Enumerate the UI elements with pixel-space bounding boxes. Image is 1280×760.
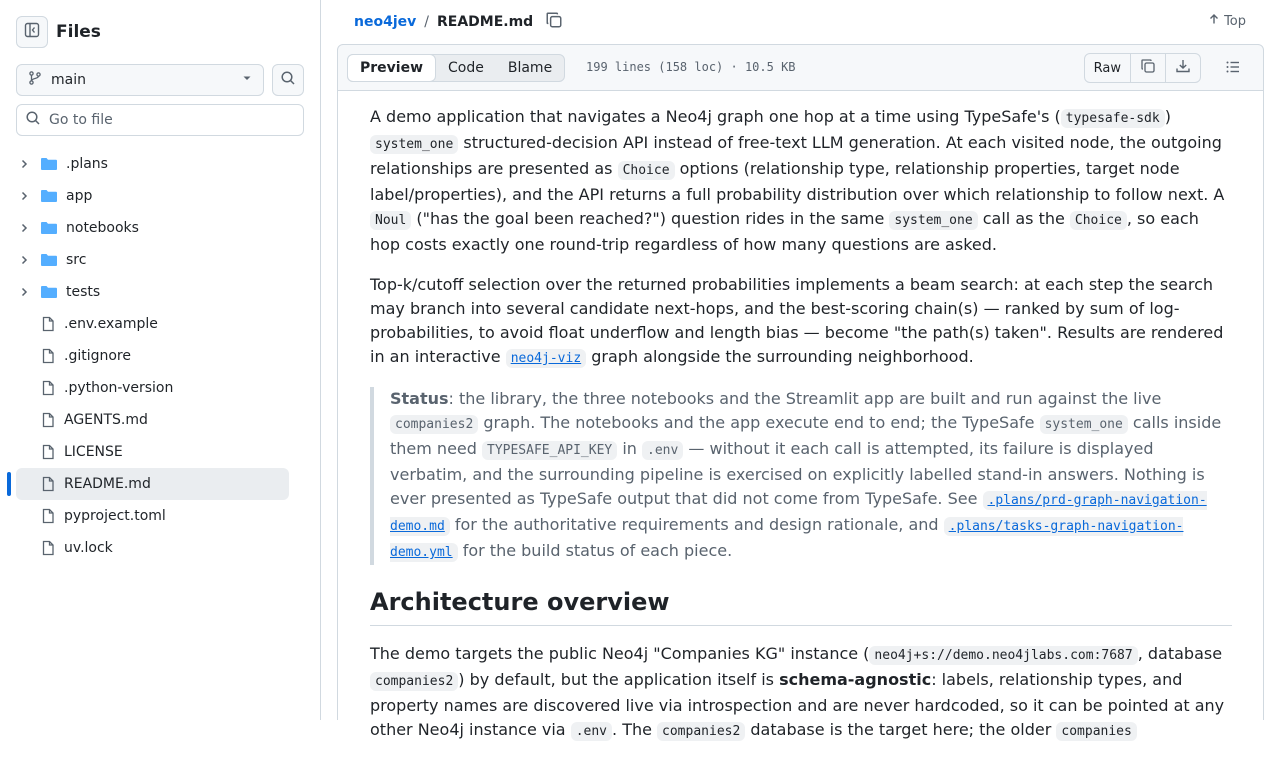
tab-blame[interactable]: Blame xyxy=(507,60,553,76)
tree-item-uv-lock[interactable]: uv.lock xyxy=(16,532,289,564)
file-icon xyxy=(40,348,56,364)
copy-icon xyxy=(545,11,563,33)
tree-item-python-version[interactable]: .python-version xyxy=(16,372,289,404)
copy-path-button[interactable] xyxy=(545,11,563,33)
chevron-right-icon[interactable] xyxy=(16,286,32,298)
tree-item-tests[interactable]: tests xyxy=(16,276,289,308)
breadcrumb-file-name: README.md xyxy=(436,14,534,30)
active-indicator xyxy=(7,472,11,496)
folder-icon xyxy=(40,252,58,268)
file-tree xyxy=(16,148,289,564)
readme-content xyxy=(337,91,1264,739)
download-icon xyxy=(1175,58,1191,78)
tree-item-license[interactable]: LICENSE xyxy=(16,436,289,468)
file-icon xyxy=(40,380,56,396)
sidebar-title: Files xyxy=(56,22,101,42)
folder-icon xyxy=(40,188,58,204)
file-icon xyxy=(40,412,56,428)
tree-item-notebooks[interactable]: notebooks xyxy=(16,212,289,244)
folder-icon xyxy=(40,284,58,300)
file-icon xyxy=(40,540,56,556)
top-link-label: Top xyxy=(1224,13,1246,29)
sidebar-header xyxy=(16,16,101,48)
chevron-right-icon[interactable] xyxy=(16,158,32,170)
branch-name: main xyxy=(51,72,86,88)
folder-icon xyxy=(40,156,58,172)
file-icon xyxy=(40,444,56,460)
folder-icon xyxy=(40,220,58,236)
go-to-file-field[interactable] xyxy=(16,104,304,136)
chevron-right-icon[interactable] xyxy=(16,254,32,266)
file-icon xyxy=(40,508,56,524)
search-icon xyxy=(25,110,41,130)
search-icon xyxy=(280,70,296,90)
view-mode-tabs xyxy=(347,54,565,82)
file-stats: 199 lines (158 loc) · 10.5 KB xyxy=(586,60,796,74)
arrow-up-icon xyxy=(1208,13,1224,29)
branch-selector[interactable] xyxy=(16,64,264,96)
markdown-body xyxy=(370,105,1232,760)
tab-code[interactable]: Code xyxy=(448,60,484,76)
file-icon xyxy=(40,316,56,332)
go-to-file-input[interactable] xyxy=(49,112,289,128)
tasks-link[interactable]: .plans/tasks-graph-navigation-demo.yml xyxy=(390,519,1184,560)
chevron-right-icon[interactable] xyxy=(16,190,32,202)
paragraph-beam-search: Top-k/cutoff selection over the returned probabilities implements a beam search: at each step the search may branch into several candidate next-hops, and the best-scoring chain(s) — ranked by sum of log-probabilities, to avoid float underflow and length bias — become "the path(s) taken". Results are rendered in an interactive neo4j-viz graph alongside the surrounding neighborhood. xyxy=(370,275,1224,366)
tree-item-src[interactable]: src xyxy=(16,244,289,276)
breadcrumb-separator: / xyxy=(424,14,429,30)
file-icon xyxy=(40,476,56,492)
tree-item-app[interactable]: app xyxy=(16,180,289,212)
list-unordered-icon xyxy=(1225,59,1241,79)
chevron-down-icon xyxy=(241,72,253,88)
breadcrumb xyxy=(337,0,1264,44)
tree-item-pyproject-toml[interactable]: pyproject.toml xyxy=(16,500,289,532)
paragraph-architecture: The demo targets the public Neo4j "Companies KG" instance ( neo4j+s://demo.neo4jlabs.com:7687 , database companies2 ) by default, but the application itself is schema-agnostic: labels, relationship types, and property names are discovered live via introspection and are never hardcoded, so it can be pointed at any other Neo4j instance via .env . The companies2 database is the target here; the older companies xyxy=(370,644,1225,739)
tree-item-gitignore[interactable]: .gitignore xyxy=(16,340,289,372)
file-actions xyxy=(1084,53,1201,83)
raw-button[interactable]: Raw xyxy=(1085,54,1131,82)
download-button[interactable] xyxy=(1166,54,1200,82)
copy-raw-button[interactable] xyxy=(1131,54,1166,82)
tab-preview[interactable]: Preview xyxy=(347,54,436,82)
breadcrumb-repo-link[interactable]: neo4jev xyxy=(354,14,417,30)
file-tree-sidebar xyxy=(0,0,321,720)
outline-button[interactable] xyxy=(1225,59,1241,79)
sidebar-collapse-icon xyxy=(24,22,40,42)
search-files-button[interactable] xyxy=(272,64,304,96)
tree-item-env-example[interactable]: .env.example xyxy=(16,308,289,340)
git-branch-icon xyxy=(27,70,43,90)
file-view xyxy=(337,0,1264,739)
copy-icon xyxy=(1140,58,1156,78)
paragraph-intro: A demo application that navigates a Neo4j graph one hop at a time using TypeSafe's ( typesafe-sdk ) system_one structured-decision API instead of free-text LLM generation. At each visited node, the outgoing relationships are presented as Choice options (relationship type, relationship properties, target node label/properties), and the API returns a full probability distribution over which relationship to follow next. A Noul ("has the goal been reached?") question rides in the same system_one call as the Choice , so each hop costs exactly one round-trip regardless of how many questions are asked. xyxy=(370,107,1225,254)
neo4j-viz-link[interactable]: neo4j-viz xyxy=(506,347,586,366)
collapse-sidebar-button[interactable] xyxy=(16,16,48,48)
prd-link[interactable]: .plans/prd-graph-navigation-demo.md xyxy=(390,493,1207,534)
tree-item-agents-md[interactable]: AGENTS.md xyxy=(16,404,289,436)
status-blockquote: Status: the library, the three notebooks and the Streamlit app are built and run against the live companies2 graph. The notebooks and the app execute end to end; the TypeSafe system_one calls inside them need TYPESAFE_API_KEY in .env — without it each call is attempted, its failure is displayed verbatim, and the surrounding pipeline is exercised on explicitly labelled stand-in answers. Nothing is ever presented as TypeSafe output that did not come from TypeSafe. See .plans/prd-graph-navigation-demo.md for the authoritative requirements and design rationale, and .plans/tasks-graph-navigation-demo.yml for the build status of each piece. xyxy=(370,387,1232,565)
heading-architecture-overview: Architecture overview xyxy=(370,587,1232,626)
tree-item-readme-md[interactable]: README.md xyxy=(16,468,289,500)
top-link[interactable] xyxy=(1208,13,1246,29)
tree-item-plans[interactable]: .plans xyxy=(16,148,289,180)
file-header-bar xyxy=(337,44,1264,91)
chevron-right-icon[interactable] xyxy=(16,222,32,234)
